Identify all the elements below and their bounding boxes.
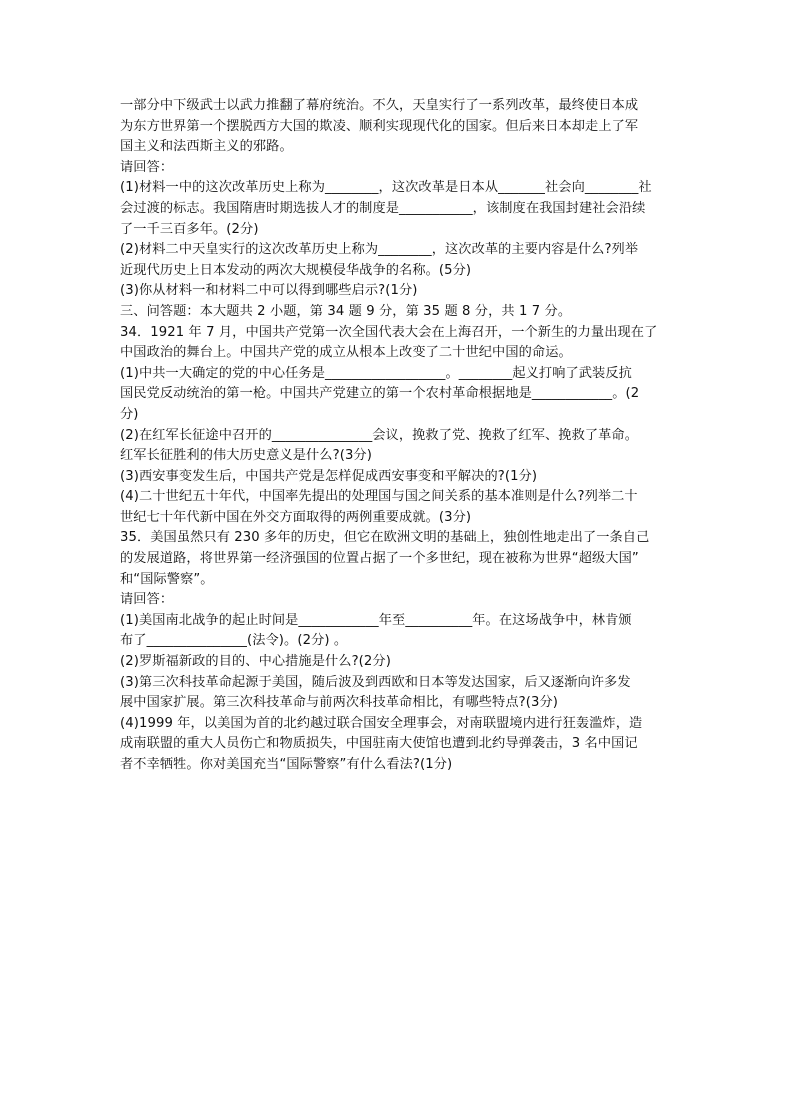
question-line: (3)你从材料一和材料二中可以得到哪些启示?(1分) bbox=[120, 283, 418, 299]
question-34-line: 分) bbox=[120, 406, 139, 422]
text-line: 请回答： bbox=[120, 159, 174, 175]
text-line: 为东方世界第一个摆脱西方大国的欺凌、顺利实现现代化的国家。但后来日本却走上了军 bbox=[120, 118, 639, 134]
question-34-line: 红军长征胜利的伟大历史意义是什么?(3分) bbox=[120, 448, 372, 464]
document-body bbox=[120, 96, 680, 776]
question-35-line: (4)1999 年，以美国为首的北约越过联合国安全理事会，对南联盟境内进行狂轰滥炸，造 bbox=[120, 715, 643, 731]
question-34-line: (1)中共一大确定的党的中心任务是__________________。________起义打响了武装反抗 bbox=[120, 365, 632, 381]
question-35-line: 和“国际警察”。 bbox=[120, 571, 214, 587]
question-35-line: 请回答： bbox=[120, 592, 174, 608]
question-line: (1)材料一中的这次改革历史上称为________，这次改革是日本从_______社会向________社 bbox=[120, 180, 652, 196]
question-line: 了一千三百多年。(2分) bbox=[120, 221, 259, 237]
question-35-line: (2)罗斯福新政的目的、中心措施是什么?(2分) bbox=[120, 654, 391, 670]
question-34-line: 国民党反动统治的第一枪。中国共产党建立的第一个农村革命根据地是____________。(2 bbox=[120, 386, 640, 402]
question-34-line: (4)二十世纪五十年代，中国率先提出的处理国与国之间关系的基本准则是什么?列举二十 bbox=[120, 489, 638, 505]
question-line: 会过渡的标志。我国隋唐时期选拔人才的制度是___________，该制度在我国封建社会沿续 bbox=[120, 200, 646, 216]
section-heading: 三、问答题：本大题共 2 小题，第 34 题 9 分，第 35 题 8 分，共 1 7 分。 bbox=[120, 303, 572, 319]
question-35-line: 者不幸牺牲。你对美国充当“国际警察”有什么看法?(1分) bbox=[120, 757, 453, 772]
question-35-line: (1)美国南北战争的起止时间是____________年至__________年。在这场战争中，林肯颁 bbox=[120, 612, 632, 628]
question-34-line: 34．1921 年 7 月，中国共产党第一次全国代表大会在上海召开，一个新生的力量出现在了 bbox=[120, 324, 658, 340]
text-line: 一部分中下级武士以武力推翻了幕府统治。不久，天皇实行了一系列改革，最终使日本成 bbox=[120, 98, 639, 113]
question-34-line: (3)西安事变发生后，中国共产党是怎样促成西安事变和平解决的?(1分) bbox=[120, 468, 538, 484]
question-35-line: 成南联盟的重大人员伤亡和物质损失，中国驻南大使馆也遭到北约导弹袭击，3 名中国记 bbox=[120, 736, 638, 752]
question-34-line: 中国政治的舞台上。中国共产党的成立从根本上改变了二十世纪中国的命运。 bbox=[120, 345, 572, 361]
question-34-line: (2)在红军长征途中召开的_______________会议，挽救了党、挽救了红军、挽救了革命。 bbox=[120, 427, 639, 443]
question-35-line: 的发展道路，将世界第一经济强国的位置占据了一个多世纪，现在被称为世界“超级大国” bbox=[120, 551, 639, 567]
question-line: (2)材料二中天皇实行的这次改革历史上称为________，这次改革的主要内容是什么?列举 bbox=[120, 242, 639, 258]
question-line: 近现代历史上日本发动的两次大规模侵华战争的名称。(5分) bbox=[120, 262, 472, 278]
question-34-line: 世纪七十年代新中国在外交方面取得的两例重要成就。(3分) bbox=[120, 509, 472, 525]
text-line: 国主义和法西斯主义的邪路。 bbox=[120, 139, 293, 155]
question-35-line: 布了_______________(法令)。(2分) 。 bbox=[120, 633, 348, 649]
question-35-line: 展中国家扩展。第三次科技革命与前两次科技革命相比，有哪些特点?(3分) bbox=[120, 695, 558, 711]
question-35-line: (3)第三次科技革命起源于美国，随后波及到西欧和日本等发达国家，后又逐渐向许多发 bbox=[120, 674, 631, 690]
question-35-line: 35．美国虽然只有 230 多年的历史，但它在欧洲文明的基础上，独创性地走出了一条自己 bbox=[120, 530, 650, 546]
